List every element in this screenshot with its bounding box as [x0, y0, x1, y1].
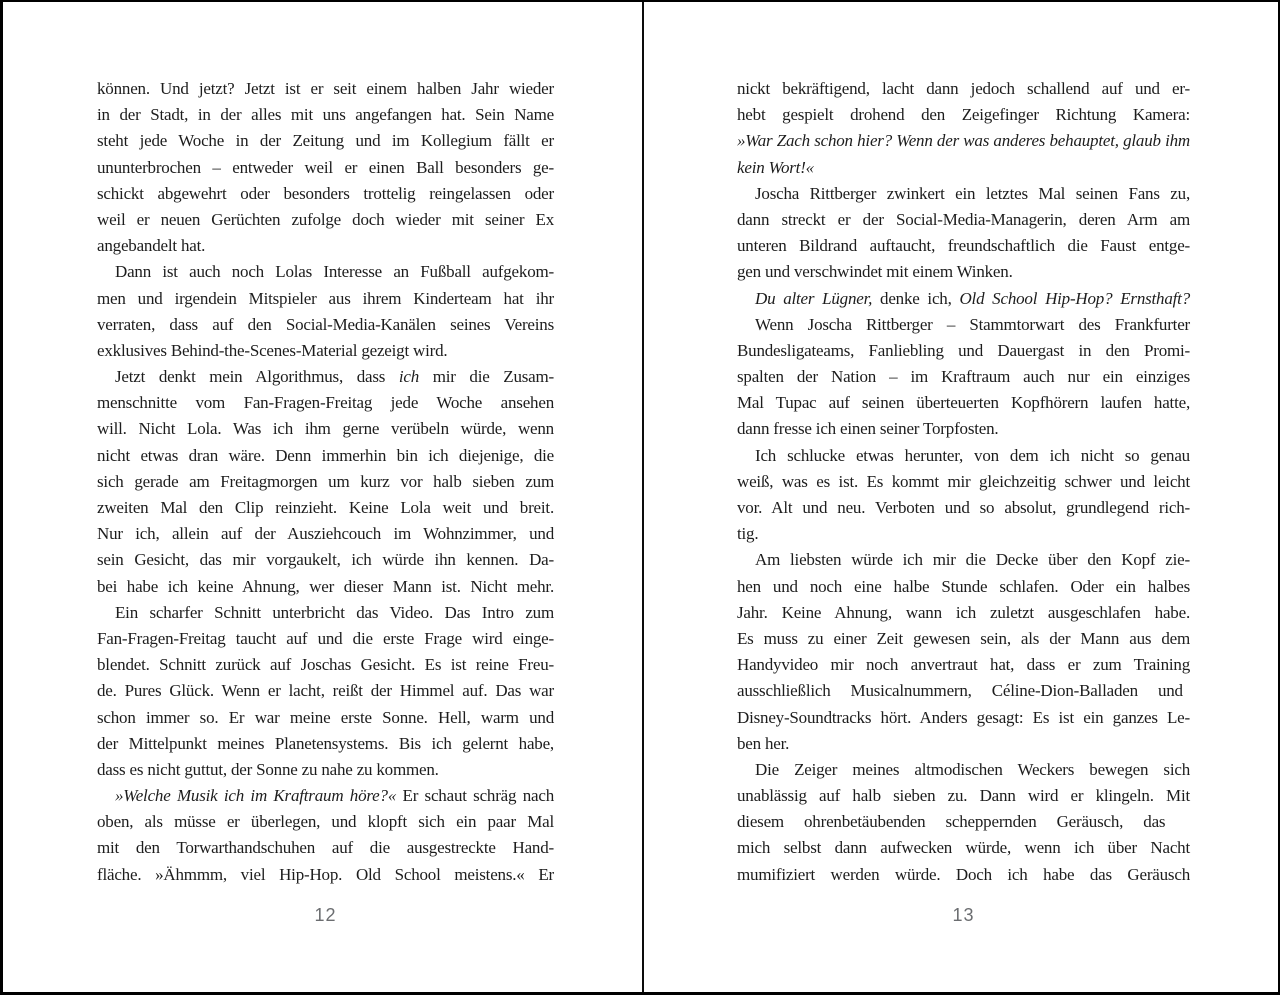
- text-line: [97, 469, 554, 495]
- text-run: Er schaut schräg nach: [396, 786, 554, 806]
- text-run: unablässig auf halb sieben zu. Dann wird er klingeln. Mit: [737, 786, 1190, 806]
- text-line: [737, 259, 1190, 285]
- text-line: [97, 809, 554, 835]
- text-line: [97, 731, 554, 757]
- text-run: diesem ohrenbetäubenden scheppernden Geräusch, das: [737, 812, 1166, 832]
- text-run: Ein scharfer Schnitt unterbricht das Video. Das Intro zum: [115, 602, 554, 622]
- text-line: [97, 862, 554, 888]
- page-left: [97, 76, 555, 925]
- text-run: exklusives Behind-the-Scenes-Material gezeigt wird.: [97, 340, 448, 360]
- text-run: Mal Tupac auf seinen überteuerten Kopfhörern laufen hatte,: [737, 393, 1190, 413]
- italic-text-run: kein Wort!«: [737, 157, 814, 177]
- text-line: [737, 312, 1190, 338]
- text-line: [97, 705, 554, 731]
- text-run: Joscha Rittberger zwinkert ein letztes Mal seinen Fans zu,: [755, 183, 1190, 203]
- text-run: unteren Bildrand auftaucht, freundschaftlich die Faust entge-: [737, 236, 1190, 256]
- text-run: angebandelt hat.: [97, 236, 206, 256]
- text-run: fläche. »Ähmmm, viel Hip-Hop. Old School meistens.« Er: [97, 864, 554, 884]
- text-line: [737, 574, 1190, 600]
- text-line: [737, 809, 1190, 835]
- text-line: [737, 338, 1190, 364]
- text-line: [97, 76, 554, 102]
- text-line: [737, 443, 1190, 469]
- text-run: mit den Torwarthandschuhen auf die ausgestreckte Hand-: [97, 838, 554, 858]
- page-right: [737, 76, 1191, 925]
- text-line: [737, 469, 1190, 495]
- text-line: [737, 652, 1190, 678]
- italic-text-run: Old School Hip-Hop? Ernsthaft?: [959, 288, 1191, 308]
- text-line: [737, 600, 1190, 626]
- text-line: [737, 390, 1190, 416]
- text-line: [737, 102, 1190, 128]
- text-run: Jetzt denkt mein Algorithmus, dass: [115, 367, 399, 387]
- text-line: [737, 862, 1190, 888]
- text-run: Jahr. Keine Ahnung, wann ich zuletzt ausgeschlafen habe.: [737, 602, 1190, 622]
- text-run: will. Nicht Lola. Was ich ihm gerne verübeln würde, wenn: [97, 419, 554, 439]
- text-line: [737, 521, 1190, 547]
- text-line: [97, 678, 554, 704]
- text-run: Ich schlucke etwas herunter, von dem ich nicht so genau: [755, 445, 1190, 465]
- text-line: [97, 495, 554, 521]
- italic-text-run: Du alter Lügner,: [755, 288, 873, 308]
- text-run: sich gerade am Freitagmorgen um kurz vor halb sieben zum: [97, 471, 554, 491]
- text-run: steht jede Woche in der Zeitung und im Kollegium fällt er: [97, 131, 554, 151]
- text-line: [97, 207, 554, 233]
- text-run: Die Zeiger meines altmodischen Weckers bewegen sich: [755, 759, 1190, 779]
- text-line: [97, 547, 554, 573]
- text-line: [737, 678, 1190, 704]
- text-line: [97, 338, 554, 364]
- text-line: [97, 626, 554, 652]
- text-run: weiß, was es ist. Es kommt mir gleichzeitig schwer und leicht: [737, 471, 1190, 491]
- text-run: mich selbst dann aufwecken würde, wenn ich über Nacht: [737, 838, 1190, 858]
- text-line: [737, 547, 1190, 573]
- text-run: zweiten Mal den Clip reinzieht. Keine Lola weit und breit.: [97, 498, 554, 517]
- text-line: [737, 364, 1190, 390]
- text-run: mumifiziert werden würde. Doch ich habe das Geräusch: [737, 864, 1190, 884]
- text-line: [97, 783, 554, 809]
- text-run: tig.: [737, 524, 759, 544]
- text-run: Handyvideo mir noch anvertraut hat, dass er zum Training: [737, 655, 1190, 675]
- text-line: [97, 286, 554, 312]
- text-line: [737, 207, 1190, 233]
- page-divider: [642, 2, 644, 992]
- text-run: Dann ist auch noch Lolas Interesse an Fußball aufgekom-: [115, 262, 554, 282]
- text-line: [97, 233, 554, 259]
- italic-text-run: ich: [398, 367, 420, 387]
- page-text: [737, 76, 1190, 888]
- page-number: 13: [952, 905, 975, 925]
- text-line: [737, 783, 1190, 809]
- text-line: [97, 102, 554, 128]
- text-line: [737, 128, 1190, 154]
- text-run: verraten, dass auf den Social-Media-Kanälen seines Vereins: [97, 314, 554, 334]
- text-run: de. Pures Glück. Wenn er lacht, reißt der Himmel auf. Das war: [97, 681, 554, 701]
- text-line: [737, 626, 1190, 652]
- italic-text-run: »Welche Musik ich im Kraftraum höre?«: [115, 786, 397, 806]
- italic-text-run: »War Zach schon hier? Wenn der was anderes behauptet, glaub ihm: [737, 131, 1190, 151]
- text-run: Fan-Fragen-Freitag taucht auf und die erste Frage wird einge-: [97, 628, 554, 648]
- text-line: [737, 76, 1190, 102]
- text-line: [97, 416, 554, 442]
- text-run: hen und noch eine halbe Stunde schlafen. Oder ein halbes: [737, 576, 1190, 596]
- text-line: [97, 312, 554, 338]
- text-run: können. Und jetzt? Jetzt ist er seit einem halben Jahr wieder: [97, 79, 554, 98]
- text-line: [737, 495, 1190, 521]
- text-line: [737, 416, 1190, 442]
- text-run: ben her.: [737, 733, 790, 753]
- text-run: dann fresse ich einen seiner Torpfosten.: [737, 419, 999, 439]
- text-run: sein Gesicht, das mir vorgaukelt, ich würde ihn kennen. Da-: [97, 550, 554, 570]
- text-line: [97, 364, 554, 390]
- text-run: Wenn Joscha Rittberger – Stammtorwart des Frankfurter: [755, 314, 1190, 334]
- text-run: Disney-Soundtracks hört. Anders gesagt: Es ist ein ganzes Le-: [737, 707, 1190, 727]
- text-run: gen und verschwindet mit einem Winken.: [737, 262, 1013, 282]
- text-line: [737, 731, 1190, 757]
- text-run: Es muss zu einer Zeit gewesen sein, als der Mann aus dem: [737, 628, 1190, 648]
- text-run: Nur ich, allein auf der Ausziehcouch im Wohnzimmer, und: [97, 524, 554, 544]
- text-run: Bundesligateams, Fanliebling und Dauergast in den Promi-: [737, 340, 1190, 360]
- text-line: [97, 652, 554, 678]
- text-line: [97, 757, 554, 783]
- text-run: blendet. Schnitt zurück auf Joschas Gesicht. Es ist reine Freu-: [97, 655, 554, 675]
- text-line: [97, 521, 554, 547]
- text-line: [737, 155, 1190, 181]
- text-line: [97, 128, 554, 154]
- text-line: [737, 705, 1190, 731]
- text-run: mir die Zusam-: [419, 367, 555, 387]
- text-run: Am liebsten würde ich mir die Decke über den Kopf zie-: [755, 550, 1190, 570]
- text-run: denke ich,: [872, 288, 960, 308]
- text-run: dass es nicht guttut, der Sonne zu nahe zu kommen.: [97, 759, 439, 779]
- text-line: [737, 233, 1190, 259]
- text-run: der Mittelpunkt meines Planetensystems. Bis ich gelernt habe,: [97, 733, 554, 753]
- text-line: [97, 181, 554, 207]
- page-text: [97, 76, 554, 888]
- text-line: [97, 443, 554, 469]
- text-run: men und irgendein Mitspieler aus ihrem Kinderteam hat ihr: [97, 288, 554, 308]
- text-run: nickt bekräftigend, lacht dann jedoch schallend auf und er-: [737, 79, 1190, 98]
- text-line: [737, 757, 1190, 783]
- text-run: weil er neuen Gerüchten zufolge doch wieder mit seiner Ex: [97, 209, 554, 229]
- text-run: nicht etwas dran wäre. Denn immerhin bin ich diejenige, die: [97, 445, 554, 465]
- text-run: menschnitte vom Fan-Fragen-Freitag jede Woche ansehen: [97, 393, 554, 413]
- text-run: vor. Alt und neu. Verboten und so absolut, grundlegend rich-: [737, 498, 1190, 517]
- text-run: spalten der Nation – im Kraftraum auch nur ein einziges: [737, 367, 1190, 387]
- text-run: schickt abgewehrt oder besonders trottelig reingelassen oder: [97, 183, 554, 203]
- text-line: [97, 574, 554, 600]
- text-line: [97, 390, 554, 416]
- text-line: [737, 181, 1190, 207]
- text-run: schon immer so. Er war meine erste Sonne. Hell, warm und: [97, 707, 554, 727]
- page-number: 12: [314, 905, 337, 925]
- text-run: ununterbrochen – entweder weil er einen Ball besonders ge-: [97, 157, 554, 177]
- text-line: [737, 286, 1190, 312]
- text-run: ausschließlich Musicalnummern, Céline-Dion-Balladen und: [737, 681, 1183, 701]
- text-line: [737, 835, 1190, 861]
- text-run: bei habe ich keine Ahnung, wer dieser Mann ist. Nicht mehr.: [97, 576, 554, 596]
- text-line: [97, 835, 554, 861]
- text-line: [97, 259, 554, 285]
- text-line: [97, 155, 554, 181]
- text-line: [97, 600, 554, 626]
- text-run: dann streckt er der Social-Media-Managerin, deren Arm am: [737, 209, 1190, 229]
- text-run: oben, als müsse er überlegen, und klopft sich ein paar Mal: [97, 812, 554, 832]
- text-run: in der Stadt, in der alles mit uns angefangen hat. Sein Name: [97, 105, 554, 125]
- text-run: hebt gespielt drohend den Zeigefinger Richtung Kamera:: [737, 105, 1190, 125]
